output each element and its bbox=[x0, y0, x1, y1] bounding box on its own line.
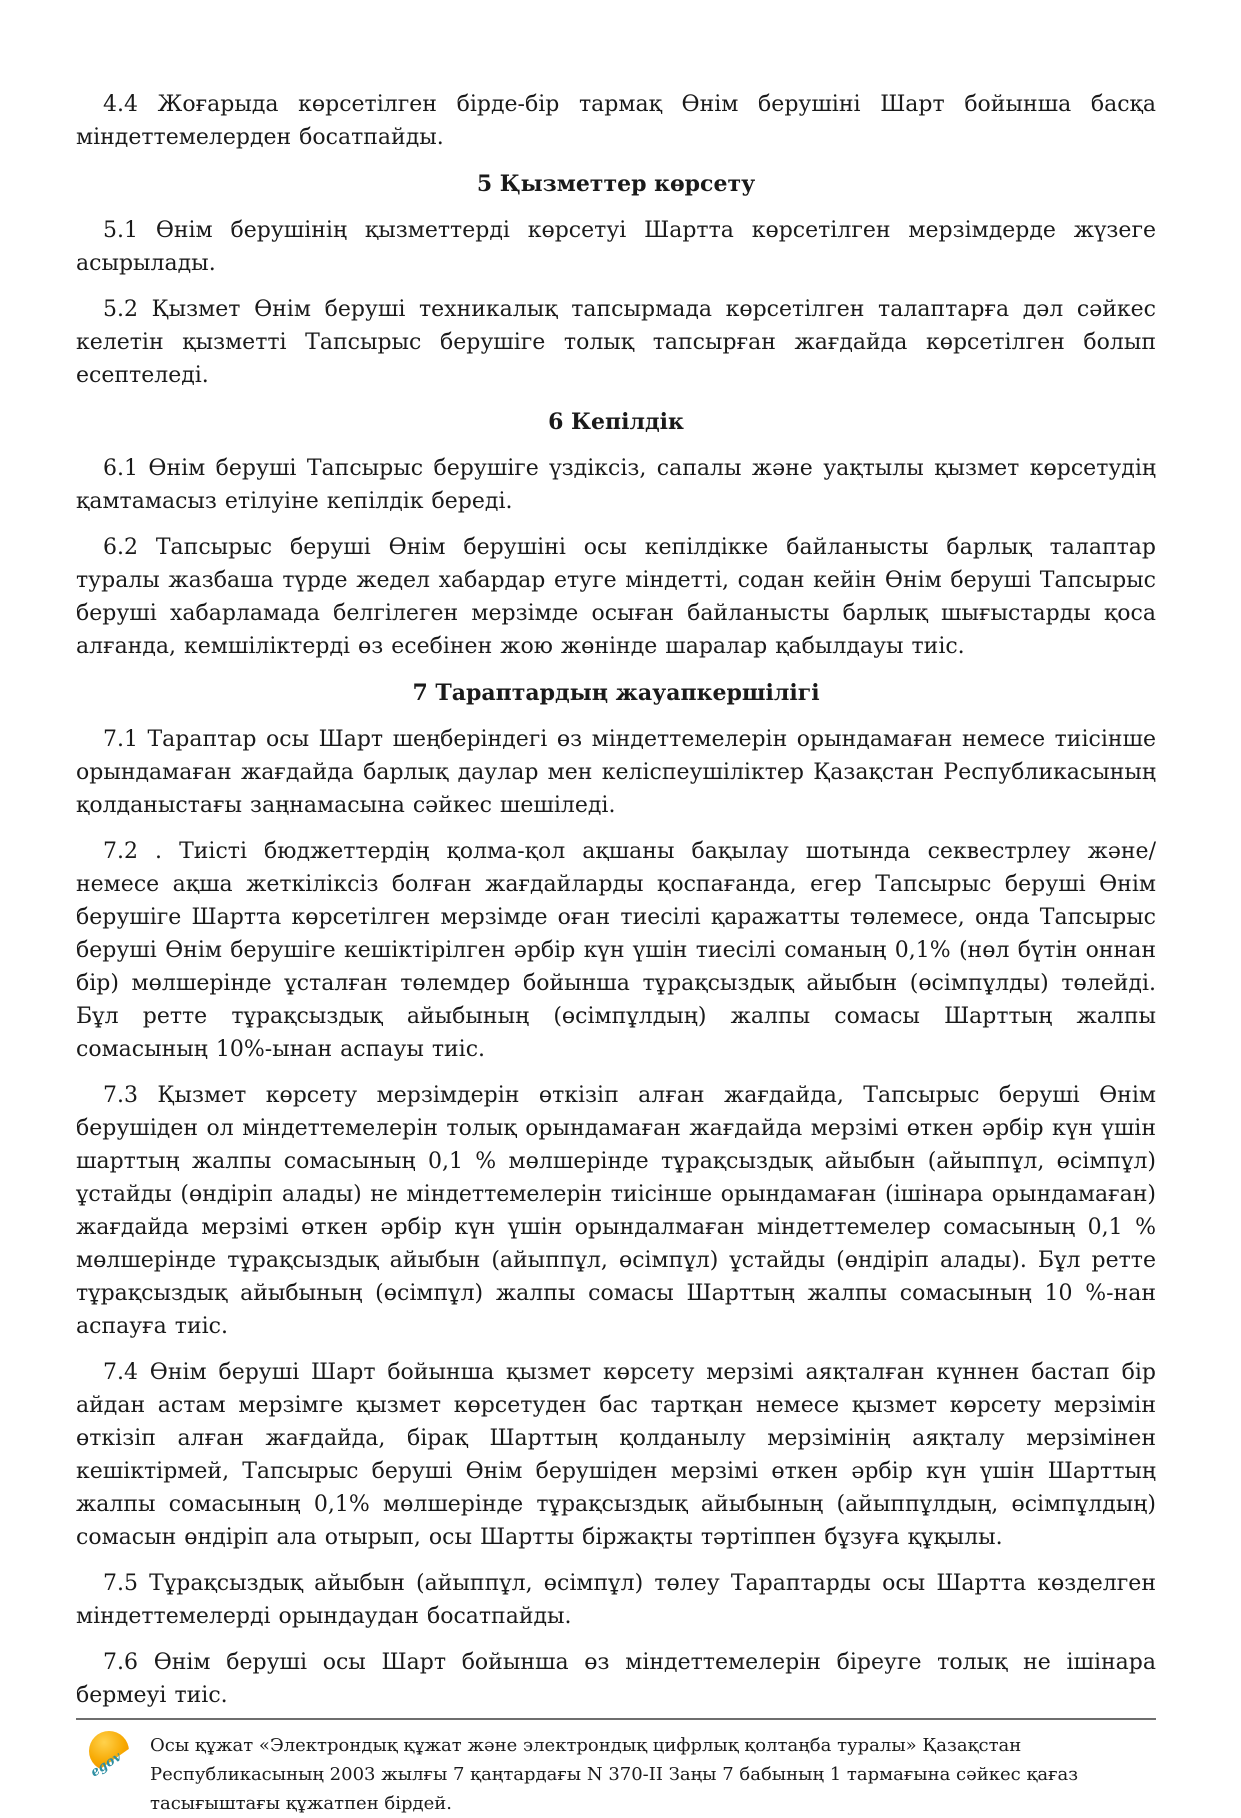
paragraph-7-4: 7.4 Өнім беруші Шарт бойынша қызмет көрсету мерзімі аяқталған күннен бастап бір айдан астам мерзімге қызмет көрсетуден бас тартқан немесе қызмет көрсету мерзімін өткізіп алған жағдайда, бірақ Шарттың қолданылу мерзімінің аяқталу мерзімінен кешіктірмей, Тапсырыс беруші Өнім берушіден мерзімі өткен әрбір күн үшін Шарттың жалпы сомасының 0,1% мөлшерінде тұрақсыздық айыбының (айыппұлдың, өсімпұлдың) сомасын өндіріп ала отырып, осы Шартты біржақты тәртіппен бұзуға құқылы. bbox=[76, 1360, 1156, 1550]
contract-body bbox=[76, 88, 1156, 1818]
paragraph-5-1: 5.1 Өнім берушінің қызметтерді көрсетуі Шартта көрсетілген мерзімдерде жүзеге асырылады. bbox=[76, 218, 1156, 276]
section-heading-7-liability: 7 Тараптардың жауапкершілігі bbox=[412, 680, 820, 706]
esignature-note-line-1: Осы құжат «Электрондық құжат және электрондық цифрлық қолтаңба туралы» Қазақстан bbox=[150, 1735, 1022, 1756]
section-heading-6-warranty: 6 Кепілдік bbox=[548, 409, 684, 435]
esignature-note bbox=[76, 1730, 1156, 1818]
egov-stamp-icon bbox=[87, 1730, 133, 1779]
paragraph-5-2: 5.2 Қызмет Өнім беруші техникалық тапсырмада көрсетілген талаптарға дәл сәйкес келетін қызметті Тапсырыс берушіге толық тапсырған жағдайда көрсетілген болып есептеледі. bbox=[76, 297, 1156, 388]
paragraph-7-5: 7.5 Тұрақсыздық айыбын (айыппұл, өсімпұл) төлеу Тараптарды осы Шартта көзделген міндеттемелерді орындаудан босатпайды. bbox=[76, 1571, 1156, 1629]
esignature-note-line-2: Республикасының 2003 жылғы 7 қаңтардағы N 370-II Заңы 7 бабының 1 тармағына сәйкес қағаз bbox=[150, 1764, 1079, 1785]
esignature-note-divider bbox=[76, 1718, 1156, 1720]
esignature-note-line-3: тасығыштағы құжатпен бірдей. bbox=[150, 1793, 453, 1814]
paragraph-6-1: 6.1 Өнім беруші Тапсырыс берушіге үздіксіз, сапалы және уақтылы қызмет көрсетудің қамтамасыз етілуіне кепілдік береді. bbox=[76, 456, 1156, 514]
paragraph-7-3: 7.3 Қызмет көрсету мерзімдерін өткізіп алған жағдайда, Тапсырыс беруші Өнім берушіден ол міндеттемелерін толық орындамаған жағдайда мерзімі өткен әрбір күн үшін шарттың жалпы сомасының 0,1 % мөлшерінде тұрақсыздық айыбын (айыппұл, өсімпұл) ұстайды (өндіріп алады) не міндеттемелерін тиісінше орындамаған (ішінара орындамаған) жағдайда мерзімі өткен әрбір күн үшін орындалмаған міндеттемелер сомасының 0,1 % мөлшерінде тұрақсыздық айыбын (айыппұл, өсімпұл) ұстайды (өндіріп алады). Бұл ретте тұрақсыздық айыбының (өсімпұл) жалпы сомасы Шарттың жалпы сомасының 10 %-нан аспауға тиіс. bbox=[76, 1083, 1156, 1339]
section-heading-5-services: 5 Қызметтер көрсету bbox=[476, 171, 756, 197]
paragraph-4-4: 4.4 Жоғарыда көрсетілген бірде-бір тармақ Өнім берушіні Шарт бойынша басқа міндеттемелерден босатпайды. bbox=[76, 92, 1156, 150]
paragraph-6-2: 6.2 Тапсырыс беруші Өнім берушіні осы кепілдікке байланысты барлық талаптар туралы жазбаша түрде жедел хабардар етуге міндетті, содан кейін Өнім беруші Тапсырыс беруші хабарламада белгілеген мерзімде осыған байланысты барлық шығыстарды қоса алғанда, кемшіліктерді өз есебінен жою жөнінде шаралар қабылдауы тиіс. bbox=[76, 535, 1156, 659]
paragraph-7-1: 7.1 Тараптар осы Шарт шеңберіндегі өз міндеттемелерін орындамаған немесе тиісінше орындамаған жағдайда барлық даулар мен келіспеушіліктер Қазақстан Республикасының қолданыстағы заңнамасына сәйкес шешіледі. bbox=[76, 727, 1156, 818]
esignature-note-text bbox=[150, 1730, 1078, 1818]
egov-stamp-label: egov bbox=[88, 1749, 125, 1781]
paragraph-7-6: 7.6 Өнім беруші осы Шарт бойынша өз міндеттемелерін біреуге толық не ішінара бермеуі тиіс. bbox=[76, 1650, 1156, 1708]
paragraph-7-2: 7.2 . Тиісті бюджеттердің қолма-қол ақшаны бақылау шотында секвестрлеу және/немесе ақша жеткіліксіз болған жағдайларды қоспағанда, егер Тапсырыс беруші Өнім берушіге Шартта көрсетілген мерзімде оған тиесілі қаражатты төлемесе, онда Тапсырыс беруші Өнім берушіге кешіктірілген әрбір күн үшін тиесілі соманың 0,1% (нөл бүтін оннан бір) мөлшерінде ұсталған төлемдер бойынша тұрақсыздық айыбын (өсімпұлды) төлейді. Бұл ретте тұрақсыздық айыбының (өсімпұлдың) жалпы сомасы Шарттың жалпы сомасының 10%-ынан аспауы тиіс. bbox=[76, 839, 1156, 1062]
